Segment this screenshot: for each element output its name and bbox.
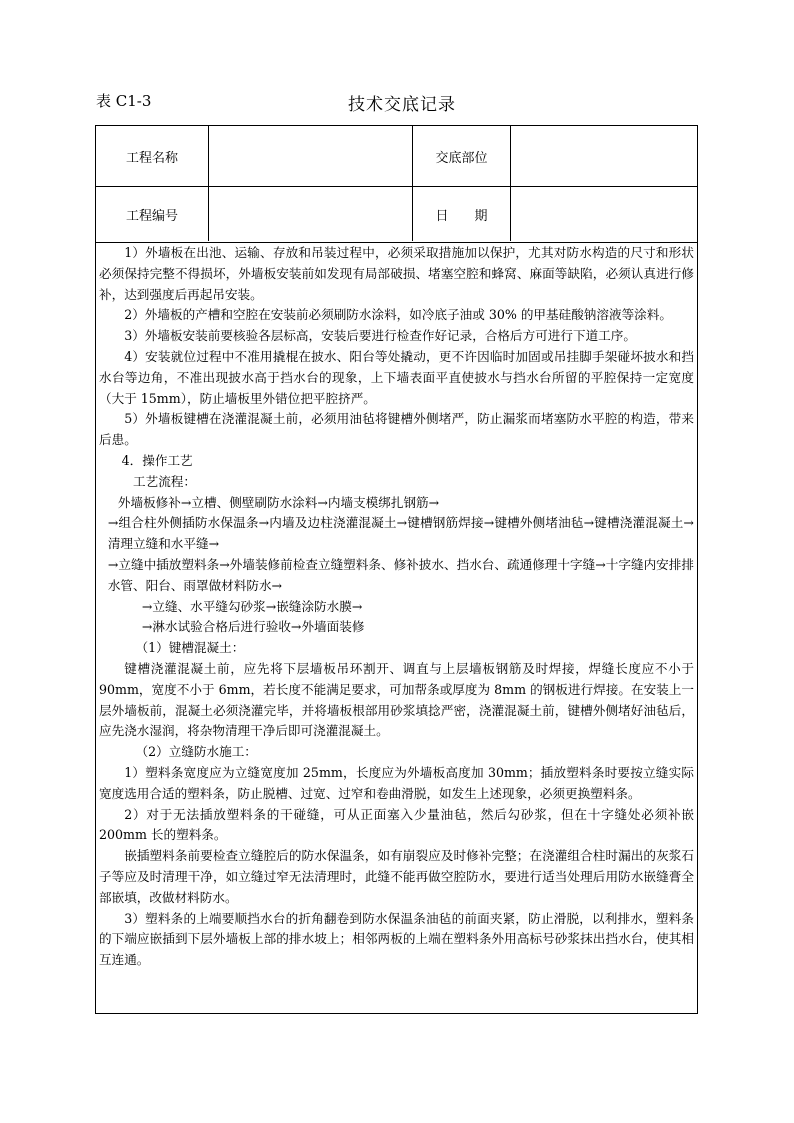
content-paragraph: 4）安装就位过程中不准用撬棍在披水、阳台等处撬动，更不许因临时加固或吊挂脚手架碰坏披水和挡水台等边角，不准出现披水高于挡水台的现象，上下墙表面平直使披水与挡水台所留的平腔保持一定宽度（大于 15mm），防止墙板里外错位把平腔挤严。 — [99, 348, 694, 406]
project-no-field[interactable] — [209, 187, 412, 242]
page-title: 技术交底记录 — [348, 95, 456, 115]
flow-title: 工艺流程： — [133, 473, 196, 489]
content-paragraph: 2）外墙板的产槽和空腔在安装前必须刷防水涂料，如冷底子油或 30% 的甲基硅酸钠溶液等涂料。 — [124, 307, 672, 323]
disclosure-part-field[interactable] — [511, 126, 697, 186]
content-paragraph: 1）塑料条宽度应为立缝宽度加 25mm，长度应为外墙板高度加 30mm；插放塑料条时要按立缝实际宽度选用合适的塑料条，防止脱槽、过宽、过窄和卷曲滑脱，如发生上述现象，必须更换塑料条。 — [99, 764, 694, 801]
disclosure-content — [99, 243, 694, 971]
flow-step-line: →组合柱外侧插防水保温条→内墙及边柱浇灌混凝土→键槽钢筋焊接→键槽外侧堵油毡→键槽浇灌混凝土→清理立缝和水平缝→ — [107, 515, 694, 552]
flow-step-line: →立缝中插放塑料条→外墙装修前检查立缝塑料条、修补披水、挡水台、疏通修理十字缝→十字缝内安排排水管、阳台、雨罩做材料防水→ — [107, 556, 694, 593]
date-field[interactable] — [511, 187, 697, 242]
flow-step-line: 外墙板修补→立槽、侧壁刷防水涂料→内墙支模绑扎钢筋→ — [117, 494, 440, 510]
content-paragraph: 3）外墙板安装前要核验各层标高，安装后要进行检查作好记录，合格后方可进行下道工序。 — [124, 328, 636, 344]
project-no-label: 工程编号 — [125, 209, 178, 224]
content-paragraph: 键槽浇灌混凝土前，应先将下层墙板吊环割开、调直与上层墙板钢筋及时焊接，焊缝长度应不小于 90mm，宽度不小于 6mm，若长度不能满足要求，可加帮条或厚度为 8mm 的钢板进行焊接。在安装上一层外墙板前，混凝土必须浇灌完毕，并将墙板根部用砂浆填捻严密，浇灌混凝土前，键槽外侧堵好油毡后，应先浇水湿润，将杂物清理干净后即可浇灌混凝土。 — [99, 660, 694, 739]
content-paragraph: 3）塑料条的上端要顺挡水台的折角翻卷到防水保温条油毡的前面夹紧，防止滑脱，以利排水，塑料条的下端应嵌插到下层外墙板上部的排水坡上；相邻两板的上端在塑料条外用高标号砂浆抹出挡水台，使其相互连通。 — [99, 910, 694, 968]
date-label: 日 期 — [435, 209, 488, 224]
subsection-heading: （2）立缝防水施工： — [135, 744, 257, 760]
form-code: 表 C1-3 — [96, 92, 152, 110]
subsection-heading: （1）键槽混凝土： — [135, 640, 245, 656]
section-heading: 4．操作工艺 — [121, 452, 193, 468]
content-paragraph: 5）外墙板键槽在浇灌混凝土前，必须用油毡将键槽外侧堵严，防止漏浆而堵塞防水平腔的构造，带来后患。 — [99, 411, 694, 448]
disclosure-part-label: 交底部位 — [435, 150, 488, 166]
project-name-field[interactable] — [209, 126, 412, 186]
content-paragraph: 1）外墙板在出池、运输、存放和吊装过程中，必须采取措施加以保护，尤其对防水构造的尺寸和形状必须保持完整不得损坏，外墙板安装前如发现有局部破损、堵塞空腔和蜂窝、麻面等缺陷，必须认真进行修补，达到强度后再起吊安装。 — [99, 245, 694, 302]
disclosure-record-form — [95, 125, 698, 1014]
content-paragraph: 嵌插塑料条前要检查立缝腔后的防水保温条，如有崩裂应及时修补完整；在浇灌组合柱时漏出的灰浆石子等应及时清理干净，如立缝过窄无法清理时，此缝不能再做空腔防水，要进行适当处理后用防水嵌缝膏全部嵌填，改做材料防水。 — [99, 848, 694, 905]
content-paragraph: 2）对于无法插放塑料条的干碰缝，可从正面塞入少量油毡，然后勾砂浆，但在十字缝处必须补嵌 200mm 长的塑料条。 — [99, 806, 694, 843]
flow-step-line: →淋水试验合格后进行验收→外墙面装修 — [141, 619, 365, 635]
project-name-label: 工程名称 — [125, 150, 178, 166]
flow-step-line: →立缝、水平缝勾砂浆→嵌缝涂防水膜→ — [141, 598, 363, 614]
